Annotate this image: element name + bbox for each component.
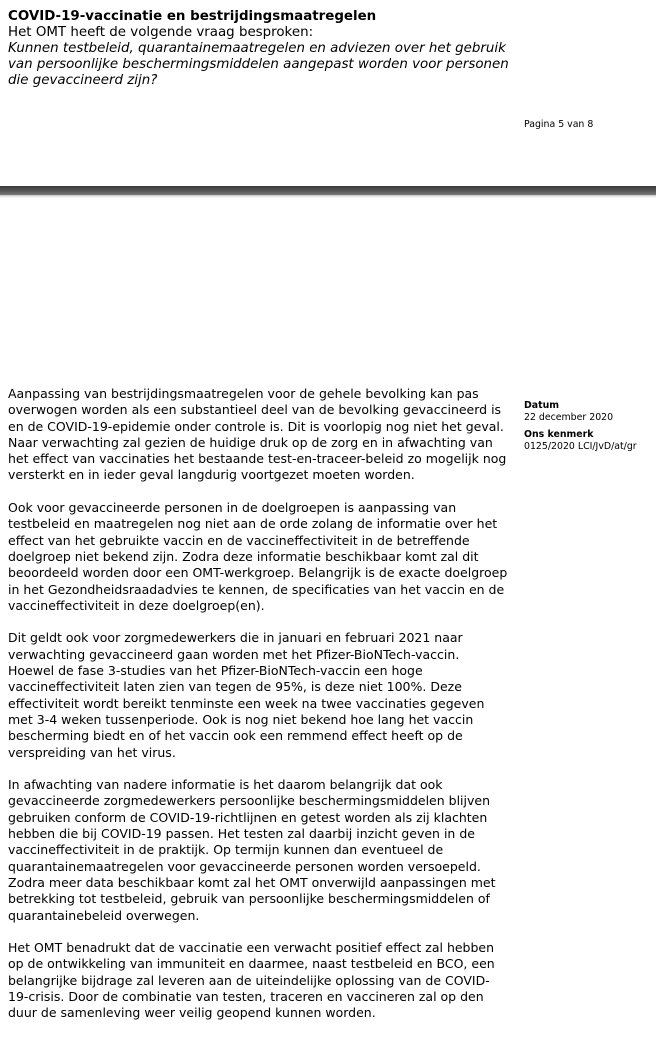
body-text	[8, 386, 508, 1038]
date-value: 22 december 2020	[524, 412, 614, 423]
previous-page	[0, 0, 656, 186]
paragraph: Het OMT benadrukt dat de vaccinatie een verwacht positief effect zal hebben op de ontwikkeling van immuniteit en daarmee, naast testbeleid en BCO, een belangrijke bijdrage zal leveren aan de uiteindelijke oplossing van de COVID-19-crisis. Door de combinatie van testen, traceren en vaccineren zal op den duur de samenleving weer veilig geopend kunnen worden.	[8, 940, 495, 1021]
document-metadata	[524, 400, 637, 458]
reference-value: 0125/2020 LCI/JvD/at/gr	[524, 441, 637, 452]
page-number: Pagina 5 van 8	[524, 119, 594, 130]
paragraph: Aanpassing van bestrijdingsmaatregelen voor de gehele bevolking kan pas overwogen worden als een substantieel deel van de bevolking gevaccineerd is en de COVID-19-epidemie onder controle is. Dit is voorlopig nog niet het geval. Naar verwachting zal gezien de huidige druk op de zorg en in afwachting van het effect van vaccinaties het bestaande test-en-traceer-beleid zo mogelijk nog versterkt en in ieder geval langdurig voortgezet moeten worden.	[8, 386, 507, 483]
paragraph: Dit geldt ook voor zorgmedewerkers die in januari en februari 2021 naar verwachting gevaccineerd gaan worden met het Pfizer-BioNTech-vaccin. Hoewel de fase 3-studies van het Pfizer-BioNTech-vaccin een hoge vaccineffectiviteit laten zien van tegen de 95%, is deze niet 100%. Deze effectiviteit wordt bereikt tenminste een week na twee vaccinaties gegeven met 3-4 weken tussenperiode. Ook is nog niet bekend hoe lang het vaccin bescherming biedt en of het vaccin ook een remmend effect heeft op de verspreiding van het virus.	[8, 630, 485, 760]
intro-line: Het OMT heeft de volgende vraag besproken:	[8, 25, 314, 40]
reference-label: Ons kenmerk	[524, 429, 594, 440]
date-label: Datum	[524, 400, 560, 411]
page-separator	[0, 186, 656, 195]
paragraph: Ook voor gevaccineerde personen in de doelgroepen is aanpassing van testbeleid en maatregelen nog niet aan de orde zolang de informatie over het effect van het gebruikte vaccin en de vaccineffectiviteit in de betreffende doelgroep niet bekend zijn. Zodra deze informatie beschikbaar komt zal dit beoordeeld worden door een OMT-werkgroep. Belangrijk is de exacte doelgroep in het Gezondheidsraadadvies te kennen, de specificaties van het vaccin en de vaccineffectiviteit in deze doelgroep(en).	[8, 500, 508, 613]
question-text: Kunnen testbeleid, quarantainemaatregelen en adviezen over het gebruik van persoonlijke beschermingsmiddelen aangepast worden voor personen die gevaccineerd zijn?	[8, 41, 509, 88]
section-heading: COVID-19-vaccinatie en bestrijdingsmaatregelen	[8, 9, 377, 24]
paragraph: In afwachting van nadere informatie is het daarom belangrijk dat ook gevaccineerde zorgmedewerkers persoonlijke beschermingsmiddelen blijven gebruiken conform de COVID-19-richtlijnen en getest worden als zij klachten hebben die bij COVID-19 passen. Het testen zal daarbij inzicht geven in de vaccineffectiviteit in de praktijk. Op termijn kunnen dan eventueel de quarantainemaatregelen voor gevaccineerde personen worden versoepeld. Zodra meer data beschikbaar komt zal het OMT onverwijld aanpassingen met betrekking tot testbeleid, gebruik van persoonlijke beschermingsmiddelen of quarantainebeleid overwegen.	[8, 777, 496, 923]
